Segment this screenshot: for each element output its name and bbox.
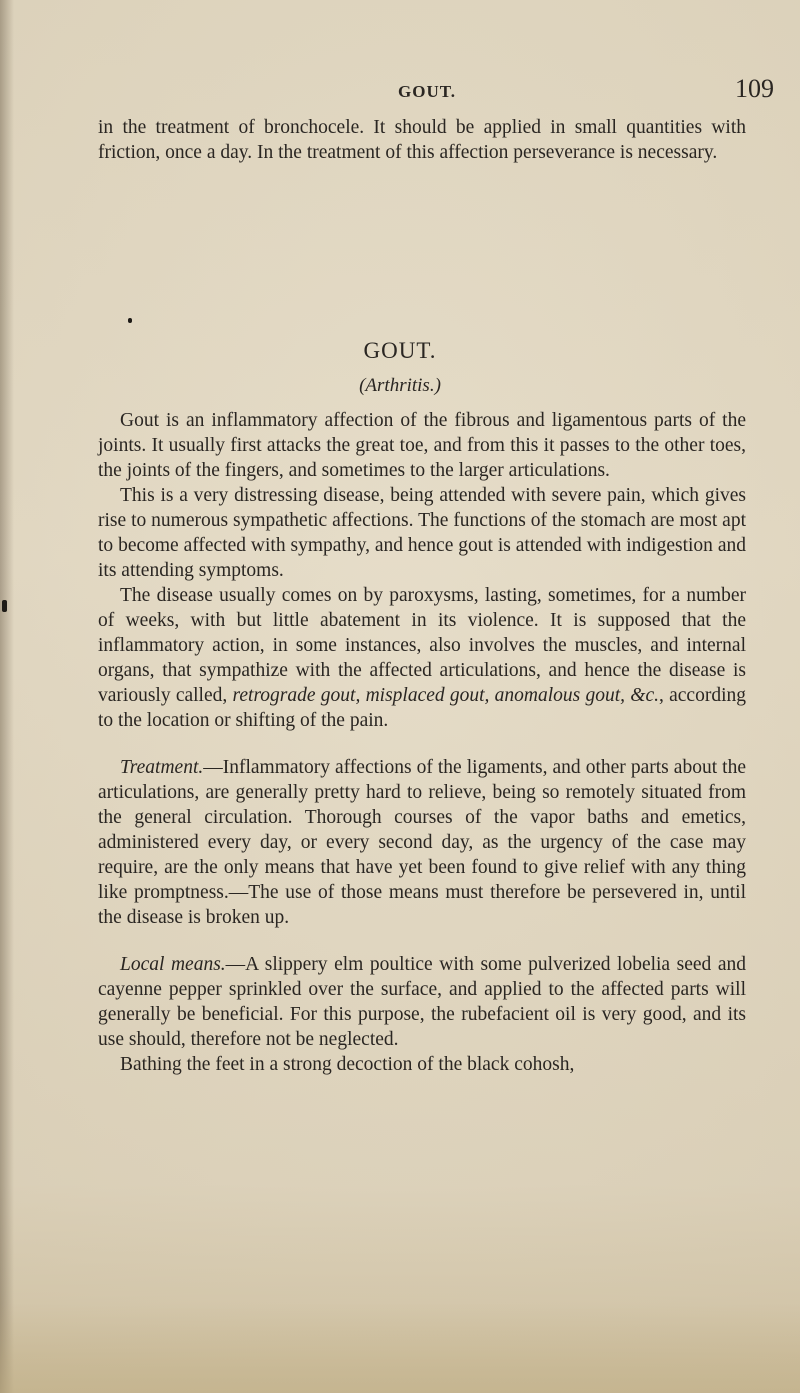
- paragraph-bathing: Bathing the feet in a strong decoction of the black cohosh,: [120, 1054, 575, 1075]
- paragraph-definition: Gout is an inflammatory affection of the fibrous and ligamentous parts of the joints. It usually first attacks the great toe, and from this it passes to the other toes, the joints of the fingers, and sometimes to the larger articulations.: [98, 410, 746, 481]
- ink-spot: [2, 600, 7, 612]
- intro-paragraph: [98, 115, 746, 165]
- section-title: GOUT.: [363, 338, 437, 363]
- local-means-text: —A slippery elm poultice with some pulverized lobelia seed and cayenne pepper sprinkled over the surface, and applied to the affected parts will generally be beneficial. For this purpose, the rubefacient oil is very good, and its use should, therefore not be neglected.: [98, 954, 746, 1050]
- paragraph-symptoms: This is a very distressing disease, being attended with severe pain, which gives rise to numerous sympathetic affections. The functions of the stomach are most apt to become affected with sympathy, and hence gout is attended with indigestion and its attending symptoms.: [98, 485, 746, 581]
- paragraph-paroxysms: [98, 583, 746, 733]
- local-means-label: Local means.: [120, 954, 226, 975]
- running-head: GOUT.: [398, 82, 457, 101]
- paragraph-gap: [98, 733, 746, 755]
- page-stain: [0, 1303, 800, 1393]
- section-subtitle: (Arthritis.): [359, 375, 441, 396]
- paroxysms-text-end: , according to the location or shifting of the pain.: [98, 685, 746, 731]
- paroxysms-text-start: The disease usually comes on by paroxysms, lasting, sometimes, for a number of weeks, with but little abatement in its violence. It is supposed that the inflammatory action, in some instances, also involves the muscles, and internal organs, that sympathize with the affected articulations, and hence the disease is variously called,: [98, 585, 746, 706]
- gout-variants: retrograde gout, misplaced gout, anomalous gout, &c.: [232, 685, 659, 706]
- paragraph-treatment: [98, 755, 746, 930]
- intro-text: in the treatment of bronchocele. It should be applied in small quantities with friction, once a day. In the treatment of this affection perseverance is necessary.: [98, 117, 746, 163]
- ink-spot: [128, 318, 132, 323]
- paragraph-local-means: [98, 952, 746, 1052]
- treatment-text: —Inflammatory affections of the ligaments, and other parts about the articulations, are generally pretty hard to relieve, being so remotely situated from the general circulation. Thorough courses of the vapor baths and emetics, administered every day, or every second day, as the urgency of the case may require, are the only means that have yet been found to give relief with any thing like promptness.—The use of those means must therefore be persevered in, until the disease is broken up.: [98, 757, 746, 928]
- binding-shadow: [0, 0, 14, 1393]
- paragraph-gap: [98, 930, 746, 952]
- body-text: [98, 408, 746, 1077]
- treatment-label: Treatment.: [120, 757, 204, 778]
- page-number: 109: [735, 74, 774, 103]
